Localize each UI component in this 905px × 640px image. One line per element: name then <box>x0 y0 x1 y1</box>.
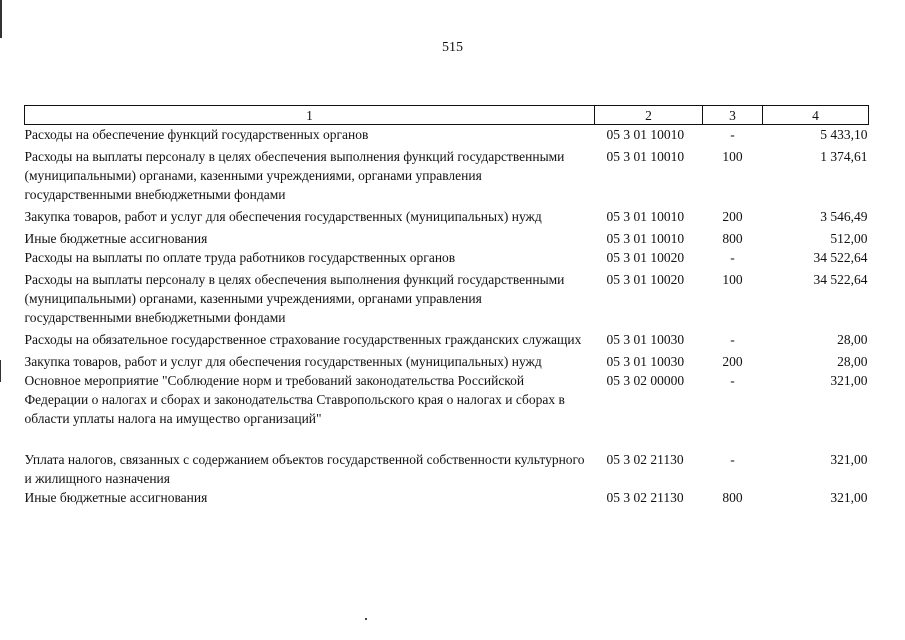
column-header-code: 2 <box>595 106 703 125</box>
table-row <box>25 147 869 207</box>
table-row <box>25 248 869 270</box>
row-sum: 28,00 <box>837 354 868 369</box>
row-name: Закупка товаров, работ и услуг для обеспечения государственных (муниципальных) нужд <box>24 209 542 224</box>
row-code: 05 3 01 10020 <box>606 250 685 265</box>
column-header-type: 3 <box>703 106 763 125</box>
row-type: 200 <box>722 209 743 224</box>
table-row <box>25 229 869 248</box>
column-header-sum: 4 <box>763 106 869 125</box>
scan-edge-mark <box>0 0 2 38</box>
row-name: Расходы на выплаты по оплате труда работников государственных органов <box>24 250 456 265</box>
row-sum: 34 522,64 <box>813 272 868 287</box>
row-sum: 3 546,49 <box>820 209 868 224</box>
row-name: Иные бюджетные ассигнования <box>24 231 208 246</box>
row-code: 05 3 01 10010 <box>606 149 685 164</box>
row-type: 800 <box>722 490 743 505</box>
table-row <box>25 450 869 488</box>
row-type: 100 <box>722 149 743 164</box>
row-code: 05 3 01 10030 <box>606 332 685 347</box>
table-row <box>25 270 869 330</box>
table-row <box>25 207 869 229</box>
table-row <box>25 371 869 450</box>
row-code: 05 3 01 10030 <box>606 354 685 369</box>
row-name: Расходы на обязательное государственное страхование государственных гражданских служащих <box>24 332 582 347</box>
row-type: - <box>730 452 735 467</box>
row-sum: 512,00 <box>830 231 868 246</box>
scan-edge-mark <box>0 360 1 382</box>
row-type: 100 <box>722 272 743 287</box>
row-code: 05 3 01 10010 <box>606 231 685 246</box>
row-name: Расходы на выплаты персоналу в целях обеспечения выполнения функций государственными (муниципальными) органами, казенными учреждениями, органами управления государственными внебюджетными фондами <box>24 149 565 202</box>
row-name: Расходы на выплаты персоналу в целях обеспечения выполнения функций государственными (муниципальными) органами, казенными учреждениями, органами управления государственными внебюджетными фондами <box>24 272 565 325</box>
page-number: 515 <box>442 40 463 55</box>
row-code: 05 3 01 10010 <box>606 127 685 142</box>
row-type: - <box>730 373 735 388</box>
row-type: - <box>730 127 735 142</box>
table-header-row <box>25 106 869 125</box>
row-type: 200 <box>722 354 743 369</box>
row-name: Закупка товаров, работ и услуг для обеспечения государственных (муниципальных) нужд <box>24 354 542 369</box>
row-sum: 321,00 <box>830 373 868 388</box>
row-name: Иные бюджетные ассигнования <box>24 490 208 505</box>
table-row <box>25 352 869 371</box>
row-type: - <box>730 250 735 265</box>
table-row <box>25 125 869 148</box>
column-header-name: 1 <box>25 106 595 125</box>
row-sum: 34 522,64 <box>813 250 868 265</box>
row-name: Основное мероприятие "Соблюдение норм и требований законодательства Российской Федерации о налогах и сборах и законодательства Ставропольского края о налогах и сборах в области уплаты налога на имущество организаций" <box>24 373 565 426</box>
row-sum: 1 374,61 <box>820 149 868 164</box>
row-code: 05 3 02 21130 <box>606 490 684 505</box>
row-type: - <box>730 332 735 347</box>
row-sum: 321,00 <box>830 452 868 467</box>
row-sum: 28,00 <box>837 332 868 347</box>
scan-speck <box>365 618 367 620</box>
row-name: Расходы на обеспечение функций государственных органов <box>24 127 369 142</box>
row-code: 05 3 02 00000 <box>606 373 685 388</box>
row-name: Уплата налогов, связанных с содержанием объектов государственной собственности культурного и жилищного назначения <box>24 452 585 486</box>
table-row <box>25 488 869 507</box>
row-type: 800 <box>722 231 743 246</box>
row-code: 05 3 01 10020 <box>606 272 685 287</box>
row-sum: 5 433,10 <box>820 127 868 142</box>
row-code: 05 3 02 21130 <box>606 452 684 467</box>
row-code: 05 3 01 10010 <box>606 209 685 224</box>
table-row <box>25 330 869 352</box>
budget-table <box>24 105 869 507</box>
row-sum: 321,00 <box>830 490 868 505</box>
